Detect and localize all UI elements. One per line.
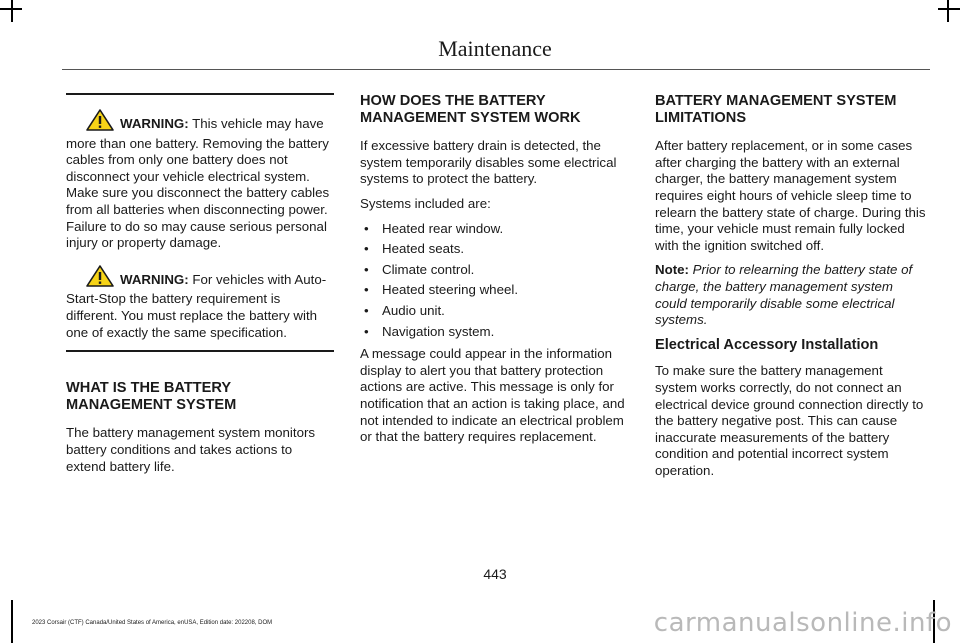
bullet: • [364, 302, 369, 318]
body-paragraph: Systems included are: [360, 195, 491, 211]
list-item-text: Heated rear window. [382, 220, 504, 236]
warning-triangle-icon [86, 265, 114, 292]
list-item-text: Audio unit. [382, 302, 445, 318]
warning-label: WARNING: [120, 116, 189, 131]
note-paragraph [655, 262, 927, 328]
bullet: • [364, 282, 369, 298]
body-paragraph: After battery replacement, or in some cases after charging the battery with an external charger, the battery management system requires eight hours of vehicle sleep time to relearn the battery state of charge. During this time, your vehicle must remain fully locked with the ignition switched off. [655, 138, 926, 253]
warning-text: For vehicles with Auto-Start-Stop the battery requirement is different. You must replace the battery with one of exactly the same specification. [66, 271, 327, 340]
section-heading: HOW DOES THE BATTERY MANAGEMENT SYSTEM WORK [360, 93, 581, 126]
list-item [360, 262, 632, 279]
warning-1 [66, 109, 334, 252]
list-item [360, 241, 632, 258]
column-2 [360, 93, 632, 454]
subsection-heading: Electrical Accessory Installation [655, 336, 879, 353]
header-divider [62, 69, 930, 70]
crop-mark [947, 0, 949, 22]
section-heading: BATTERY MANAGEMENT SYSTEM LIMITATIONS [655, 93, 897, 126]
list-item-text: Heated steering wheel. [382, 282, 519, 298]
crop-mark [11, 600, 13, 643]
page-title: Maintenance [438, 36, 552, 61]
warning-label: WARNING: [120, 271, 189, 287]
bullet: • [364, 220, 369, 236]
crop-mark [938, 8, 960, 10]
column-1 [66, 93, 334, 483]
body-paragraph: The battery management system monitors battery conditions and takes actions to extend battery life. [66, 425, 316, 474]
bullet: • [364, 261, 369, 277]
watermark: carmanualsonline.info [653, 608, 952, 638]
note-label: Note: [655, 262, 689, 278]
warning-box [66, 93, 334, 352]
crop-mark [11, 0, 13, 22]
bullet: • [364, 241, 369, 257]
column-3 [655, 93, 927, 487]
section-heading: WHAT IS THE BATTERY MANAGEMENT SYSTEM [66, 380, 237, 413]
warning-2 [66, 265, 334, 341]
list-item [360, 324, 632, 341]
note-text: Prior to relearning the battery state of charge, the battery management system could temporarily disable some electrical systems. [655, 262, 913, 328]
list-item [360, 282, 632, 299]
list-item [360, 303, 632, 320]
warning-triangle-icon [86, 109, 114, 136]
list-item [360, 221, 632, 238]
list-item-text: Heated seats. [382, 241, 465, 257]
body-paragraph: A message could appear in the information display to alert you that battery protection actions are active. This message is only for notification that an action is taking place, and not intended to indicate an electrical problem or that the battery requires replacement. [360, 346, 625, 445]
page-number: 443 [483, 566, 507, 582]
edition-footer: 2023 Corsair (CTF) Canada/United States of America, enUSA, Edition date: 202208, DOM [32, 620, 273, 626]
warning-text: This vehicle may have more than one battery. Removing the battery cables from only one battery does not disconnect your vehicle electrical system. Make sure you disconnect the battery cables from all batteries when disconnecting power. Failure to do so may cause serious personal injury or property damage. [66, 116, 330, 251]
body-paragraph: If excessive battery drain is detected, the system temporarily disables some electrical systems to protect the battery. [360, 138, 617, 187]
list-item-text: Climate control. [382, 261, 475, 277]
list-item-text: Navigation system. [382, 323, 495, 339]
bullet: • [364, 323, 369, 339]
systems-list [360, 221, 632, 341]
body-paragraph: To make sure the battery management system works correctly, do not connect an electrical device ground connection directly to the battery negative post. This can cause inaccurate measurements of the battery condition and potential incorrect system operation. [655, 363, 924, 478]
